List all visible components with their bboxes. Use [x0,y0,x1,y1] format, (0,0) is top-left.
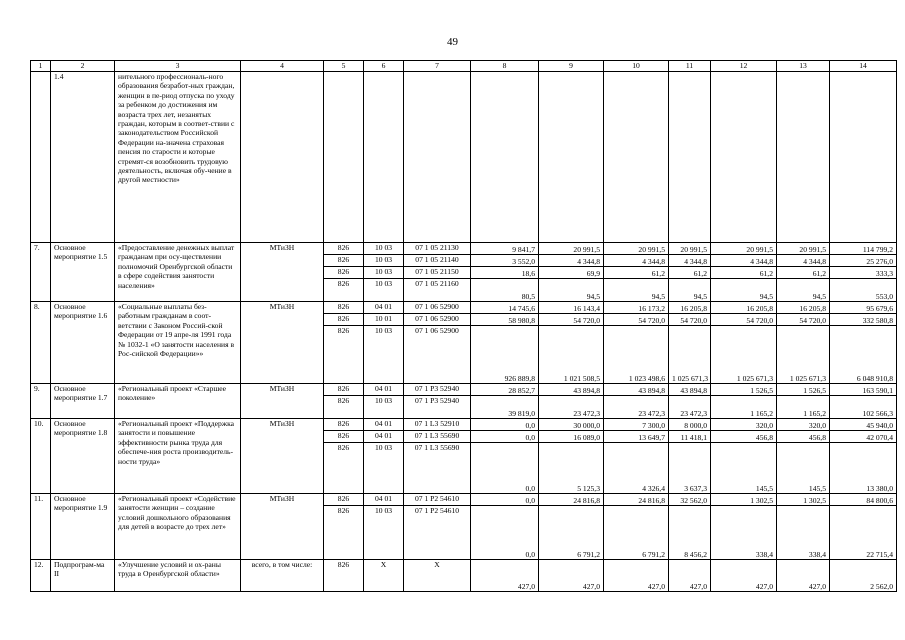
cell-value: 1 025 671,3 [669,326,711,384]
cell-rzpr: 10 03 [364,326,404,384]
row-description: «Улучшение условий и ох-раны труда в Оренбургской области» [115,560,241,592]
cell-value: 61,2 [604,267,669,279]
cell-value: 163 590,1 [830,384,897,396]
cell-rzpr: Х [364,560,404,592]
empty-cell [777,72,830,243]
cell-value: 145,5 [711,443,777,494]
cell-value: 3 552,0 [471,255,539,267]
cell-csr: 07 1 06 52900 [404,326,471,384]
cell-value: 553,0 [830,279,897,302]
cell-csr: 07 1 05 21130 [404,243,471,255]
cell-rzpr: 04 01 [364,384,404,396]
cell-value: 8 000,0 [669,419,711,431]
cell-rzpr: 10 03 [364,255,404,267]
table-row [31,419,897,431]
cell-value: 54 720,0 [777,314,830,326]
cell-value: 1 526,5 [711,384,777,396]
cell-value: 32 562,0 [669,494,711,506]
cell-value: 0,0 [471,506,539,560]
cell-grbs: 826 [324,243,364,255]
cell-value: 320,0 [777,419,830,431]
empty-cell [241,72,324,243]
table-row [31,560,897,592]
cell-value: 1 023 498,6 [604,326,669,384]
table-row [31,302,897,314]
cell-value: 1 302,5 [777,494,830,506]
cell-value: 338,4 [711,506,777,560]
cell-value: 45 940,0 [830,419,897,431]
row-description: «Предоставление денежных выплат гражданам при осу-ществлении полномочий Оренбургской области в сфере содействия занятости населения» [115,243,241,302]
row-description: «Региональный проект «Поддержка занятости и повышение эффективности рынка труда для обеспече-ния роста производитель-ности труда» [115,419,241,494]
row-number: 7. [31,243,51,302]
cell-value: 1 165,2 [777,396,830,419]
empty-cell [830,72,897,243]
cell-rzpr: 10 03 [364,443,404,494]
row-description: нительного профессиональ-ного образования безработ-ных граждан, женщин в пе-риод отпуска по уходу за ребенком до достижения им возраста трех лет, незанятых граждан, которым в соответ-ствии с законодательством Российской Федерации на-значена страховая пенсия по старости и которые стремят-ся возобновить трудовую деятельность, включая обу-чение в другой местности» [115,72,241,243]
empty-cell [324,72,364,243]
cell-value: 333,3 [830,267,897,279]
row-type: Основное мероприятие 1.6 [51,302,115,384]
row-description: «Региональный проект «Содействие занятости женщин – создание условий дошкольного образования для детей в возрасте до трех лет» [115,494,241,560]
cell-value: 427,0 [539,560,604,592]
cell-value: 13 649,7 [604,431,669,443]
column-number: 14 [830,61,897,72]
cell-rzpr: 10 01 [364,314,404,326]
cell-csr: Х [404,560,471,592]
header-row [31,61,897,72]
row-executor: МТиЗН [241,384,324,419]
cell-grbs: 826 [324,384,364,396]
table-row [31,243,897,255]
empty-cell [404,72,471,243]
row-type: Основное мероприятие 1.5 [51,243,115,302]
budget-table [30,60,897,592]
cell-value: 0,0 [471,419,539,431]
cell-value: 20 991,5 [539,243,604,255]
row-executor: МТиЗН [241,243,324,302]
cell-rzpr: 10 03 [364,243,404,255]
cell-csr: 07 1 06 52900 [404,302,471,314]
cell-value: 4 344,8 [539,255,604,267]
cell-rzpr: 04 01 [364,431,404,443]
empty-cell [604,72,669,243]
row-description: «Региональный проект «Старшее поколение» [115,384,241,419]
cell-value: 13 380,0 [830,443,897,494]
cell-value: 1 302,5 [711,494,777,506]
cell-value: 1 165,2 [711,396,777,419]
cell-value: 427,0 [669,560,711,592]
cell-value: 20 991,5 [777,243,830,255]
cell-rzpr: 10 03 [364,396,404,419]
cell-value: 23 472,3 [669,396,711,419]
cell-value: 94,5 [604,279,669,302]
cell-value: 0,0 [471,494,539,506]
cell-grbs: 826 [324,494,364,506]
cell-value: 43 894,8 [604,384,669,396]
cell-value: 114 799,2 [830,243,897,255]
cell-value: 2 562,0 [830,560,897,592]
cell-value: 58 980,8 [471,314,539,326]
cell-value: 42 070,4 [830,431,897,443]
cell-value: 11 418,1 [669,431,711,443]
row-type: 1.4 [51,72,115,243]
cell-value: 16 173,2 [604,302,669,314]
empty-cell [471,72,539,243]
cell-value: 6 048 910,8 [830,326,897,384]
row-description: «Социальные выплаты без-работным гражданам в соот-ветствии с Законом Россий-ской Федерации от 19 апре-ля 1991 года № 1032-1 «О занятости населения в Рос-сийской Федерации»» [115,302,241,384]
column-number: 10 [604,61,669,72]
cell-csr: 07 1 P2 54610 [404,506,471,560]
cell-value: 926 889,8 [471,326,539,384]
cell-value: 23 472,3 [539,396,604,419]
cell-value: 22 715,4 [830,506,897,560]
cell-value: 80,5 [471,279,539,302]
cell-value: 94,5 [777,279,830,302]
cell-value: 24 816,8 [539,494,604,506]
cell-value: 43 894,8 [539,384,604,396]
column-number: 5 [324,61,364,72]
cell-value: 16 205,8 [777,302,830,314]
cell-value: 24 816,8 [604,494,669,506]
cell-csr: 07 1 05 21140 [404,255,471,267]
row-type: Основное мероприятие 1.8 [51,419,115,494]
row-executor: всего, в том числе: [241,560,324,592]
column-number: 13 [777,61,830,72]
empty-cell [539,72,604,243]
cell-grbs: 826 [324,431,364,443]
cell-value: 14 745,6 [471,302,539,314]
cell-value: 427,0 [711,560,777,592]
cell-value: 61,2 [777,267,830,279]
cell-value: 16 089,0 [539,431,604,443]
cell-value: 28 852,7 [471,384,539,396]
cell-value: 18,6 [471,267,539,279]
row-number: 9. [31,384,51,419]
cell-value: 1 025 671,3 [711,326,777,384]
cell-csr: 07 1 05 21150 [404,267,471,279]
cell-value: 7 300,0 [604,419,669,431]
cell-csr: 07 1 L3 52910 [404,419,471,431]
cell-value: 332 580,8 [830,314,897,326]
cell-rzpr: 04 01 [364,302,404,314]
cell-csr: 07 1 L3 55690 [404,431,471,443]
row-type: Основное мероприятие 1.9 [51,494,115,560]
cell-value: 0,0 [471,443,539,494]
cell-value: 4 344,8 [669,255,711,267]
cell-rzpr: 10 03 [364,267,404,279]
cell-value: 6 791,2 [539,506,604,560]
column-number: 7 [404,61,471,72]
cell-value: 84 800,6 [830,494,897,506]
cell-value: 94,5 [539,279,604,302]
cell-value: 61,2 [669,267,711,279]
cell-value: 94,5 [669,279,711,302]
cell-value: 427,0 [471,560,539,592]
row-executor: МТиЗН [241,494,324,560]
cell-value: 1 526,5 [777,384,830,396]
cell-grbs: 826 [324,560,364,592]
row-executor: МТиЗН [241,302,324,384]
cell-value: 16 205,8 [669,302,711,314]
column-number: 2 [51,61,115,72]
cell-value: 8 456,2 [669,506,711,560]
table-row [31,494,897,506]
table-row [31,384,897,396]
cell-value: 5 125,3 [539,443,604,494]
cell-grbs: 826 [324,396,364,419]
cell-grbs: 826 [324,326,364,384]
cell-csr: 07 1 P2 54610 [404,494,471,506]
cell-rzpr: 04 01 [364,419,404,431]
cell-value: 23 472,3 [604,396,669,419]
cell-csr: 07 1 P3 52940 [404,384,471,396]
cell-value: 20 991,5 [604,243,669,255]
cell-csr: 07 1 06 52900 [404,314,471,326]
cell-value: 145,5 [777,443,830,494]
cell-value: 427,0 [604,560,669,592]
cell-value: 4 344,8 [604,255,669,267]
row-type: Основное мероприятие 1.7 [51,384,115,419]
cell-grbs: 826 [324,314,364,326]
cell-value: 43 894,8 [669,384,711,396]
row-number [31,72,51,243]
page-number: 49 [447,36,458,48]
cell-value: 1 025 671,3 [777,326,830,384]
cell-value: 30 000,0 [539,419,604,431]
cell-grbs: 826 [324,279,364,302]
cell-value: 320,0 [711,419,777,431]
cell-value: 20 991,5 [669,243,711,255]
cell-value: 102 566,3 [830,396,897,419]
cell-value: 20 991,5 [711,243,777,255]
cell-grbs: 826 [324,255,364,267]
cell-value: 69,9 [539,267,604,279]
column-number: 3 [115,61,241,72]
cell-grbs: 826 [324,443,364,494]
column-number: 6 [364,61,404,72]
cell-value: 54 720,0 [539,314,604,326]
cell-value: 4 326,4 [604,443,669,494]
cell-value: 338,4 [777,506,830,560]
cell-value: 3 637,3 [669,443,711,494]
cell-value: 54 720,0 [604,314,669,326]
cell-value: 16 143,4 [539,302,604,314]
cell-csr: 07 1 L3 55690 [404,443,471,494]
empty-cell [711,72,777,243]
cell-grbs: 826 [324,419,364,431]
cell-value: 4 344,8 [711,255,777,267]
row-number: 8. [31,302,51,384]
column-number: 12 [711,61,777,72]
cell-rzpr: 10 03 [364,279,404,302]
column-number: 11 [669,61,711,72]
column-number: 9 [539,61,604,72]
cell-value: 9 841,7 [471,243,539,255]
cell-value: 25 276,0 [830,255,897,267]
cell-value: 39 819,0 [471,396,539,419]
cell-value: 1 021 508,5 [539,326,604,384]
cell-rzpr: 10 03 [364,506,404,560]
empty-cell [364,72,404,243]
cell-value: 456,8 [711,431,777,443]
cell-value: 61,2 [711,267,777,279]
table-row [31,72,897,243]
cell-value: 54 720,0 [669,314,711,326]
cell-value: 0,0 [471,431,539,443]
cell-value: 95 679,6 [830,302,897,314]
row-executor: МТиЗН [241,419,324,494]
cell-grbs: 826 [324,267,364,279]
cell-value: 94,5 [711,279,777,302]
cell-value: 54 720,0 [711,314,777,326]
cell-value: 427,0 [777,560,830,592]
column-number: 4 [241,61,324,72]
column-number: 1 [31,61,51,72]
row-type: Подпрограм-ма II [51,560,115,592]
cell-grbs: 826 [324,506,364,560]
cell-value: 4 344,8 [777,255,830,267]
column-number: 8 [471,61,539,72]
cell-csr: 07 1 05 21160 [404,279,471,302]
cell-csr: 07 1 P3 52940 [404,396,471,419]
cell-rzpr: 04 01 [364,494,404,506]
cell-value: 6 791,2 [604,506,669,560]
cell-value: 456,8 [777,431,830,443]
row-number: 12. [31,560,51,592]
row-number: 10. [31,419,51,494]
empty-cell [669,72,711,243]
row-number: 11. [31,494,51,560]
cell-value: 16 205,8 [711,302,777,314]
cell-grbs: 826 [324,302,364,314]
